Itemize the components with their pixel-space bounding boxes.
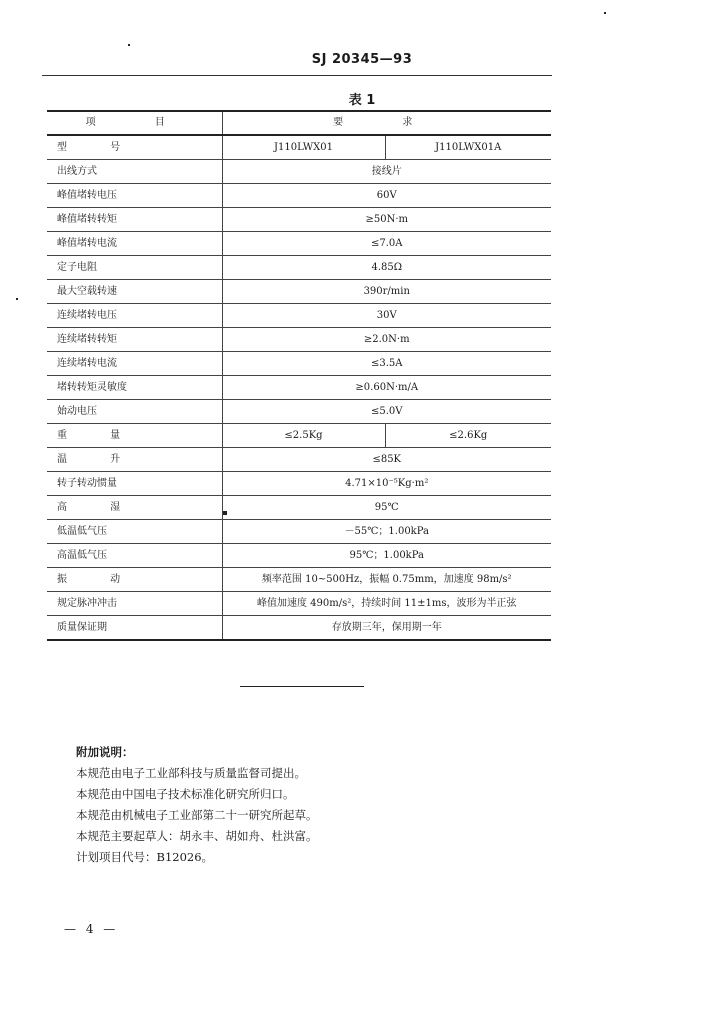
row-item-label: 振 动 (47, 568, 222, 592)
row-item-label: 型 号 (47, 135, 222, 160)
row-item-label: 堵转转矩灵敏度 (47, 376, 222, 400)
row-value: ≤5.0V (222, 400, 551, 424)
scan-mark (16, 298, 18, 300)
row-value: 4.71×10⁻⁵Kg·m² (222, 472, 551, 496)
table-row (47, 160, 551, 184)
row-value-variant-b: ≤2.6Kg (385, 424, 551, 448)
row-value: ≤7.0A (222, 232, 551, 256)
row-item-label: 低温低气压 (47, 520, 222, 544)
row-value: ≥0.60N·m/A (222, 376, 551, 400)
row-item-label: 规定脉冲冲击 (47, 592, 222, 616)
spec-table (47, 110, 551, 641)
table-title: 表 1 (348, 93, 376, 108)
table-row (47, 592, 551, 616)
table-row (47, 400, 551, 424)
row-item-label: 连续堵转电压 (47, 304, 222, 328)
table-row (47, 496, 551, 520)
notes-line: 本规范由中国电子技术标准化研究所归口。 (76, 787, 295, 801)
row-item-label: 定子电阻 (47, 256, 222, 280)
row-value: 存放期三年，保用期一年 (222, 616, 551, 641)
page-number: — 4 — (64, 922, 119, 936)
table-row (47, 135, 551, 160)
table-row (47, 472, 551, 496)
column-header-requirement: 要 求 (222, 111, 551, 135)
row-item-label: 高 湿 (47, 496, 222, 520)
row-value: 95℃ (222, 496, 551, 520)
row-item-label: 始动电压 (47, 400, 222, 424)
row-value: －55℃；1.00kPa (222, 520, 551, 544)
row-value: 390r/min (222, 280, 551, 304)
row-item-label: 峰值堵转电压 (47, 184, 222, 208)
row-value-variant-a: ≤2.5Kg (222, 424, 385, 448)
table-row (47, 376, 551, 400)
table-row (47, 448, 551, 472)
table-row (47, 208, 551, 232)
table-row (47, 280, 551, 304)
row-value: 30V (222, 304, 551, 328)
end-rule (240, 686, 364, 687)
row-value: 接线片 (222, 160, 551, 184)
notes-line: 计划项目代号：B12026。 (76, 850, 214, 864)
table-row (47, 352, 551, 376)
additional-notes (76, 742, 318, 868)
row-value: 峰值加速度 490m/s²，持续时间 11±1ms，波形为半正弦 (222, 592, 551, 616)
row-item-label: 连续堵转电流 (47, 352, 222, 376)
notes-line: 本规范由电子工业部科技与质量监督司提出。 (76, 766, 306, 780)
row-value: 4.85Ω (222, 256, 551, 280)
notes-line: 本规范由机械电子工业部第二十一研究所起草。 (76, 808, 318, 822)
row-item-label: 重 量 (47, 424, 222, 448)
row-value: ≤3.5A (222, 352, 551, 376)
row-item-label: 峰值堵转电流 (47, 232, 222, 256)
document-code: SJ 20345—93 (311, 52, 413, 67)
row-item-label: 峰值堵转转矩 (47, 208, 222, 232)
row-item-label: 温 升 (47, 448, 222, 472)
row-value: 60V (222, 184, 551, 208)
notes-line: 本规范主要起草人：胡永丰、胡如舟、杜洪富。 (76, 829, 318, 843)
table-row (47, 184, 551, 208)
row-value: ≥50N·m (222, 208, 551, 232)
table-row (47, 544, 551, 568)
row-item-label: 连续堵转转矩 (47, 328, 222, 352)
table-row (47, 304, 551, 328)
row-value: 95℃；1.00kPa (222, 544, 551, 568)
row-item-label: 最大空载转速 (47, 280, 222, 304)
row-value: ≤85K (222, 448, 551, 472)
row-value-variant-b: J110LWX01A (385, 135, 551, 160)
table-row (47, 328, 551, 352)
scan-mark (223, 511, 227, 515)
scan-mark (128, 44, 130, 46)
row-item-label: 质量保证期 (47, 616, 222, 641)
table-row (47, 256, 551, 280)
row-value: ≥2.0N·m (222, 328, 551, 352)
row-item-label: 转子转动惯量 (47, 472, 222, 496)
table-row (47, 520, 551, 544)
scan-mark (604, 12, 606, 14)
row-value-variant-a: J110LWX01 (222, 135, 385, 160)
table-row (47, 616, 551, 641)
notes-title: 附加说明： (76, 745, 134, 759)
header-rule (42, 75, 552, 76)
column-header-item: 项 目 (47, 111, 222, 135)
table-row (47, 424, 551, 448)
table-row (47, 568, 551, 592)
row-value: 频率范围 10~500Hz，振幅 0.75mm，加速度 98m/s² (222, 568, 551, 592)
table-header-row (47, 111, 551, 135)
row-item-label: 出线方式 (47, 160, 222, 184)
row-item-label: 高温低气压 (47, 544, 222, 568)
table-row (47, 232, 551, 256)
